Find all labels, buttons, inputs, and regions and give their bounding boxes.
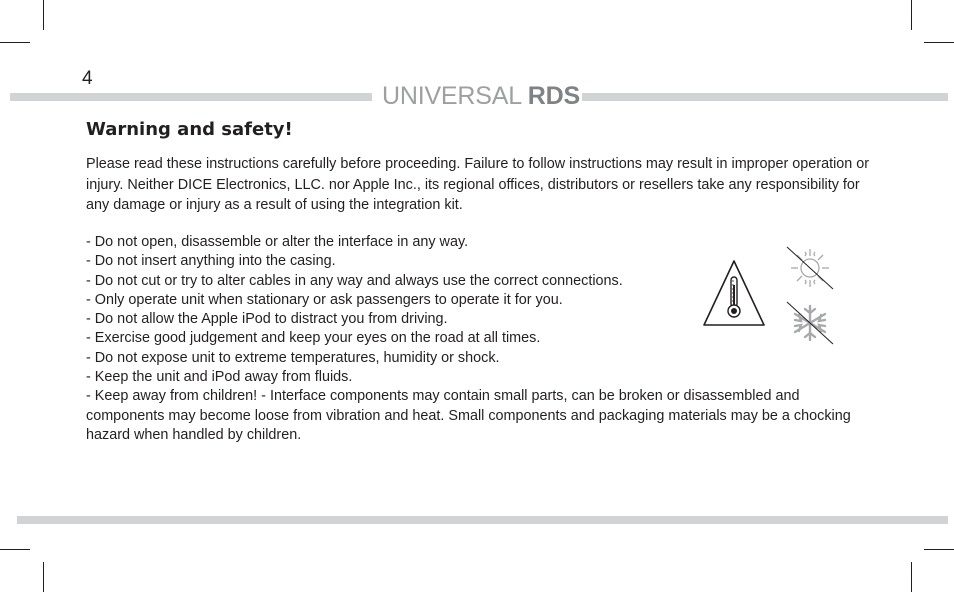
crop-mark <box>911 562 912 592</box>
warning-item: - Only operate unit when stationary or ask passengers to operate it for you. <box>86 291 563 308</box>
warning-item: - Exercise good judgement and keep your eyes on the road at all times. <box>86 330 541 347</box>
no-cold-icon <box>785 301 835 345</box>
crop-mark <box>924 549 954 550</box>
header-band-left <box>10 93 372 101</box>
thermometer-warning-icon <box>702 259 766 327</box>
crop-mark <box>43 0 44 30</box>
warning-item: - Do not insert anything into the casing. <box>86 253 336 270</box>
warning-item: - Do not allow the Apple iPod to distract you from driving. <box>86 311 448 328</box>
brand-bold: RDS <box>527 82 580 110</box>
crop-mark <box>0 549 30 550</box>
section-title: Warning and safety! <box>86 119 293 140</box>
header-band-right <box>582 93 948 101</box>
warning-item: - Do not cut or try to alter cables in any way and always use the correct connections. <box>86 272 623 289</box>
crop-mark <box>924 42 954 43</box>
page-number: 4 <box>82 68 93 89</box>
warning-item: - Keep the unit and iPod away from fluids. <box>86 369 353 386</box>
intro-paragraph: Please read these instructions carefully before proceeding. Failure to follow instructions may result in improper operation or injury. Neither DICE Electronics, LLC. nor Apple Inc., its regional offices, distributors or resellers take any responsibility for any damage or injury as a result of using the integration kit. <box>86 156 870 213</box>
brand-light: UNIVERSAL <box>382 82 528 110</box>
crop-mark <box>911 0 912 30</box>
warning-item: - Keep away from children! - Interface components may contain small parts, can be broken or disassembled and components may become loose from vibration and heat. Small components and packaging materials may be a chocking hazard when handled by children. <box>86 388 851 443</box>
no-heat-icon <box>785 246 835 290</box>
brand-title <box>382 82 580 112</box>
crop-mark <box>43 562 44 592</box>
footer-band <box>17 516 948 524</box>
warning-item: - Do not open, disassemble or alter the interface in any way. <box>86 234 469 250</box>
warning-item: - Do not expose unit to extreme temperatures, humidity or shock. <box>86 349 500 366</box>
crop-mark <box>0 42 30 43</box>
